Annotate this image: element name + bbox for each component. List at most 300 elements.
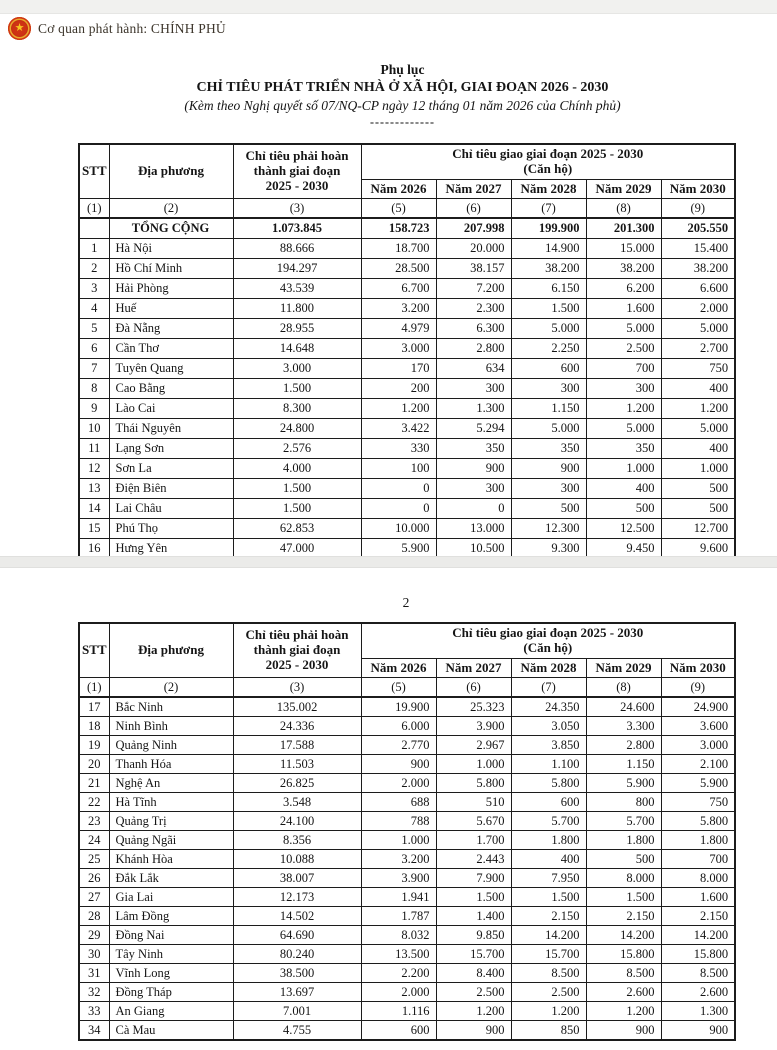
row-y2027: 9.850 [436,926,511,945]
row-y2026: 6.700 [361,279,436,299]
row-y2026: 1.000 [361,831,436,850]
row-stt: 34 [79,1021,109,1041]
row-locality: Đắk Lắk [109,869,233,888]
row-y2027: 15.700 [436,945,511,964]
row-stt: 25 [79,850,109,869]
row-y2029: 1.200 [586,1002,661,1021]
row-y2029: 8.500 [586,964,661,983]
index-cell: (1) [79,199,109,219]
row-total: 38.500 [233,964,361,983]
table-row [79,945,735,964]
col-header-stt: STT [79,623,109,678]
table-row [79,519,735,539]
row-y2029: 800 [586,793,661,812]
row-y2026: 1.116 [361,1002,436,1021]
total-row-y2030: 205.550 [661,218,735,239]
table-row [79,850,735,869]
row-y2026: 330 [361,439,436,459]
row-y2028: 3.850 [511,736,586,755]
row-y2026: 788 [361,812,436,831]
row-y2028: 350 [511,439,586,459]
row-y2029: 500 [586,499,661,519]
table-row [79,479,735,499]
total-row-y2026: 158.723 [361,218,436,239]
table-row [79,717,735,736]
row-locality: Quảng Ngãi [109,831,233,850]
row-locality: Bắc Ninh [109,697,233,717]
row-locality: Lào Cai [109,399,233,419]
row-y2028: 1.500 [511,888,586,907]
row-total: 13.697 [233,983,361,1002]
table-row [79,926,735,945]
row-locality: Cần Thơ [109,339,233,359]
row-y2026: 0 [361,479,436,499]
row-y2030: 2.600 [661,983,735,1002]
row-y2029: 1.200 [586,399,661,419]
page-title: CHỈ TIÊU PHÁT TRIỂN NHÀ Ở XÃ HỘI, GIAI ĐOẠN 2026 - 2030 [196,80,609,96]
row-y2027: 5.294 [436,419,511,439]
row-total: 62.853 [233,519,361,539]
table-row [79,755,735,774]
table-row [79,907,735,926]
table-row [79,888,735,907]
row-y2029: 500 [586,850,661,869]
row-total: 24.100 [233,812,361,831]
table-row [79,259,735,279]
row-y2029: 15.000 [586,239,661,259]
table-row [79,831,735,850]
row-y2027: 3.900 [436,717,511,736]
row-y2029: 1.150 [586,755,661,774]
table-row [79,299,735,319]
row-y2028: 1.200 [511,1002,586,1021]
table-row [79,812,735,831]
group-header-line1: Chỉ tiêu giao giai đoạn 2025 - 2030 [452,625,644,641]
row-stt: 33 [79,1002,109,1021]
table-row [79,1002,735,1021]
table-row [79,697,735,717]
table-row [79,419,735,439]
row-y2030: 1.300 [661,1002,735,1021]
row-y2029: 5.700 [586,812,661,831]
row-y2028: 5.000 [511,319,586,339]
row-y2029: 12.500 [586,519,661,539]
row-stt: 30 [79,945,109,964]
index-cell: (6) [436,678,511,698]
row-total: 12.173 [233,888,361,907]
row-y2027: 7.900 [436,869,511,888]
row-y2027: 20.000 [436,239,511,259]
row-y2030: 500 [661,479,735,499]
row-y2026: 19.900 [361,697,436,717]
row-locality: Đồng Tháp [109,983,233,1002]
table-row [79,499,735,519]
row-y2026: 3.422 [361,419,436,439]
row-stt: 19 [79,736,109,755]
col-header-year-2026: Năm 2026 [361,180,436,199]
col-header-year-2028: Năm 2028 [511,659,586,678]
row-y2027: 25.323 [436,697,511,717]
row-y2027: 5.670 [436,812,511,831]
col-header-total-target: Chỉ tiêu phải hoàn thành giai đoạn 2025 - 2030 [233,144,361,199]
row-y2027: 1.700 [436,831,511,850]
table-row [79,279,735,299]
row-y2029: 6.200 [586,279,661,299]
row-locality: Hải Phòng [109,279,233,299]
publisher-bar [8,17,226,40]
row-y2027: 2.500 [436,983,511,1002]
row-locality: Gia Lai [109,888,233,907]
row-y2026: 5.900 [361,539,436,560]
row-total: 4.755 [233,1021,361,1041]
row-y2030: 5.000 [661,319,735,339]
appendix-label: Phụ lục [380,62,425,77]
row-y2028: 2.250 [511,339,586,359]
row-y2029: 14.200 [586,926,661,945]
row-y2029: 8.000 [586,869,661,888]
row-locality: Cà Mau [109,1021,233,1041]
row-stt: 28 [79,907,109,926]
row-stt: 10 [79,419,109,439]
row-y2030: 5.000 [661,419,735,439]
row-total: 1.500 [233,479,361,499]
row-locality: Ninh Bình [109,717,233,736]
page-top-strip [0,0,777,14]
row-y2027: 1.300 [436,399,511,419]
row-locality: An Giang [109,1002,233,1021]
row-y2030: 500 [661,499,735,519]
table-row [79,983,735,1002]
col-header-locality: Địa phương [109,144,233,199]
row-y2028: 6.150 [511,279,586,299]
index-cell: (5) [361,199,436,219]
index-cell: (8) [586,678,661,698]
row-y2030: 15.800 [661,945,735,964]
row-total: 11.800 [233,299,361,319]
row-y2028: 300 [511,479,586,499]
index-cell: (1) [79,678,109,698]
row-y2026: 1.787 [361,907,436,926]
targets-table-page1 [78,143,736,560]
row-y2029: 900 [586,1021,661,1041]
row-y2028: 1.500 [511,299,586,319]
row-total: 17.588 [233,736,361,755]
row-stt: 7 [79,359,109,379]
row-total: 1.500 [233,379,361,399]
row-y2027: 634 [436,359,511,379]
row-y2030: 2.100 [661,755,735,774]
row-y2026: 1.941 [361,888,436,907]
row-locality: Thanh Hóa [109,755,233,774]
row-y2028: 8.500 [511,964,586,983]
row-y2028: 600 [511,793,586,812]
row-y2026: 1.200 [361,399,436,419]
table-row [79,379,735,399]
row-y2028: 900 [511,459,586,479]
row-y2029: 3.300 [586,717,661,736]
row-y2028: 5.700 [511,812,586,831]
row-y2028: 600 [511,359,586,379]
vietnam-emblem-icon [8,17,31,40]
row-stt: 14 [79,499,109,519]
row-total: 43.539 [233,279,361,299]
row-y2026: 0 [361,499,436,519]
row-total: 88.666 [233,239,361,259]
row-y2026: 200 [361,379,436,399]
index-cell: (2) [109,678,233,698]
total-row-total: 1.073.845 [233,218,361,239]
row-y2029: 1.600 [586,299,661,319]
row-total: 4.000 [233,459,361,479]
row-y2029: 38.200 [586,259,661,279]
row-y2028: 3.050 [511,717,586,736]
row-y2026: 100 [361,459,436,479]
total-row-y2027: 207.998 [436,218,511,239]
row-y2030: 750 [661,793,735,812]
row-y2030: 5.800 [661,812,735,831]
row-stt: 18 [79,717,109,736]
row-total: 24.800 [233,419,361,439]
row-y2027: 1.400 [436,907,511,926]
col-header-group [361,144,735,180]
col-header-stt: STT [79,144,109,199]
row-y2028: 1.150 [511,399,586,419]
row-y2028: 2.500 [511,983,586,1002]
row-locality: Điện Biên [109,479,233,499]
row-total: 80.240 [233,945,361,964]
row-y2028: 5.800 [511,774,586,793]
index-cell: (8) [586,199,661,219]
row-y2026: 8.032 [361,926,436,945]
table-row [79,319,735,339]
row-y2030: 3.600 [661,717,735,736]
table-row [79,399,735,419]
row-y2030: 400 [661,379,735,399]
index-cell: (7) [511,199,586,219]
row-y2029: 24.600 [586,697,661,717]
group-header-line1: Chỉ tiêu giao giai đoạn 2025 - 2030 [452,146,644,162]
row-y2028: 9.300 [511,539,586,560]
row-y2030: 9.600 [661,539,735,560]
index-cell: (9) [661,199,735,219]
row-total: 3.548 [233,793,361,812]
col-header-group [361,623,735,659]
title-divider: ------------- [370,115,435,130]
row-y2028: 7.950 [511,869,586,888]
row-total: 1.500 [233,499,361,519]
row-y2029: 300 [586,379,661,399]
table2-body [79,697,735,1040]
row-y2030: 1.200 [661,399,735,419]
row-y2029: 2.600 [586,983,661,1002]
row-y2028: 14.900 [511,239,586,259]
row-stt: 6 [79,339,109,359]
table-row [79,793,735,812]
row-y2030: 6.600 [661,279,735,299]
table-row [79,459,735,479]
row-y2030: 2.000 [661,299,735,319]
row-stt: 3 [79,279,109,299]
row-y2030: 3.000 [661,736,735,755]
row-total: 11.503 [233,755,361,774]
row-locality: Hồ Chí Minh [109,259,233,279]
row-y2029: 5.000 [586,419,661,439]
row-total: 7.001 [233,1002,361,1021]
row-stt: 22 [79,793,109,812]
row-y2029: 350 [586,439,661,459]
row-locality: Đồng Nai [109,926,233,945]
row-y2026: 688 [361,793,436,812]
row-y2027: 510 [436,793,511,812]
row-y2027: 5.800 [436,774,511,793]
index-cell: (6) [436,199,511,219]
table-row [79,774,735,793]
doc-subtitle: (Kèm theo Nghị quyết số 07/NQ-CP ngày 12 tháng 01 năm 2026 của Chính phủ) [184,97,621,113]
row-y2030: 14.200 [661,926,735,945]
table-row [79,964,735,983]
row-y2027: 2.800 [436,339,511,359]
row-y2027: 13.000 [436,519,511,539]
row-y2028: 500 [511,499,586,519]
table-row [79,439,735,459]
row-y2029: 1.000 [586,459,661,479]
row-y2026: 18.700 [361,239,436,259]
col-header-year-2029: Năm 2029 [586,659,661,678]
row-y2027: 350 [436,439,511,459]
row-locality: Quảng Ninh [109,736,233,755]
row-y2030: 900 [661,1021,735,1041]
row-y2027: 2.300 [436,299,511,319]
row-total: 38.007 [233,869,361,888]
table-row [79,736,735,755]
row-y2030: 750 [661,359,735,379]
row-stt: 20 [79,755,109,774]
row-stt: 12 [79,459,109,479]
table-row [79,359,735,379]
row-y2030: 400 [661,439,735,459]
row-y2028: 1.100 [511,755,586,774]
row-stt: 5 [79,319,109,339]
row-total: 8.356 [233,831,361,850]
row-y2027: 0 [436,499,511,519]
row-y2026: 170 [361,359,436,379]
row-total: 10.088 [233,850,361,869]
index-cell: (2) [109,199,233,219]
table-row [79,1021,735,1041]
row-y2028: 2.150 [511,907,586,926]
row-stt: 16 [79,539,109,560]
index-cell: (3) [233,199,361,219]
row-locality: Sơn La [109,459,233,479]
row-y2026: 2.770 [361,736,436,755]
row-locality: Lâm Đồng [109,907,233,926]
row-locality: Thái Nguyên [109,419,233,439]
row-y2030: 1.000 [661,459,735,479]
row-y2028: 5.000 [511,419,586,439]
row-total: 47.000 [233,539,361,560]
row-y2030: 24.900 [661,697,735,717]
index-cell: (3) [233,678,361,698]
row-y2027: 6.300 [436,319,511,339]
group-header-line2: (Căn hộ) [523,640,573,655]
row-y2027: 2.967 [436,736,511,755]
row-y2026: 4.979 [361,319,436,339]
row-y2027: 300 [436,479,511,499]
targets-table-page2 [78,622,736,1041]
row-total: 8.300 [233,399,361,419]
row-y2030: 1.600 [661,888,735,907]
row-total: 14.648 [233,339,361,359]
row-y2030: 2.700 [661,339,735,359]
row-locality: Cao Bằng [109,379,233,399]
row-y2029: 1.500 [586,888,661,907]
emblem-star-glyph: ★ [14,22,25,34]
row-y2026: 900 [361,755,436,774]
row-total: 14.502 [233,907,361,926]
publisher-label: Cơ quan phát hành: CHÍNH PHỦ [38,20,226,36]
row-stt: 17 [79,697,109,717]
row-stt: 4 [79,299,109,319]
col-header-year-2026: Năm 2026 [361,659,436,678]
row-y2027: 300 [436,379,511,399]
group-header-line2: (Căn hộ) [523,161,573,176]
row-locality: Lạng Sơn [109,439,233,459]
col-header-year-2028: Năm 2028 [511,180,586,199]
row-y2030: 12.700 [661,519,735,539]
page-number: 2 [402,595,410,610]
row-y2026: 10.000 [361,519,436,539]
page-separator [0,556,777,568]
row-y2028: 24.350 [511,697,586,717]
total-row-label: TỔNG CỘNG [109,218,233,239]
row-stt: 31 [79,964,109,983]
row-y2026: 3.900 [361,869,436,888]
row-y2028: 1.800 [511,831,586,850]
table1-body [79,239,735,560]
row-y2026: 3.000 [361,339,436,359]
row-y2028: 400 [511,850,586,869]
row-y2028: 850 [511,1021,586,1041]
row-y2029: 400 [586,479,661,499]
table-row [79,339,735,359]
row-y2029: 700 [586,359,661,379]
row-total: 24.336 [233,717,361,736]
total-row-y2029: 201.300 [586,218,661,239]
row-locality: Vĩnh Long [109,964,233,983]
row-total: 194.297 [233,259,361,279]
row-y2029: 2.150 [586,907,661,926]
row-y2026: 3.200 [361,299,436,319]
index-cell: (9) [661,678,735,698]
row-y2026: 2.000 [361,774,436,793]
row-total: 2.576 [233,439,361,459]
row-y2030: 5.900 [661,774,735,793]
row-total: 64.690 [233,926,361,945]
row-stt: 21 [79,774,109,793]
row-y2030: 15.400 [661,239,735,259]
row-stt: 23 [79,812,109,831]
table-row [79,239,735,259]
row-y2027: 7.200 [436,279,511,299]
col-header-year-2030: Năm 2030 [661,180,735,199]
row-y2029: 5.000 [586,319,661,339]
row-total: 3.000 [233,359,361,379]
row-y2028: 300 [511,379,586,399]
row-y2027: 2.443 [436,850,511,869]
col-header-year-2027: Năm 2027 [436,180,511,199]
row-y2029: 9.450 [586,539,661,560]
row-total: 28.955 [233,319,361,339]
